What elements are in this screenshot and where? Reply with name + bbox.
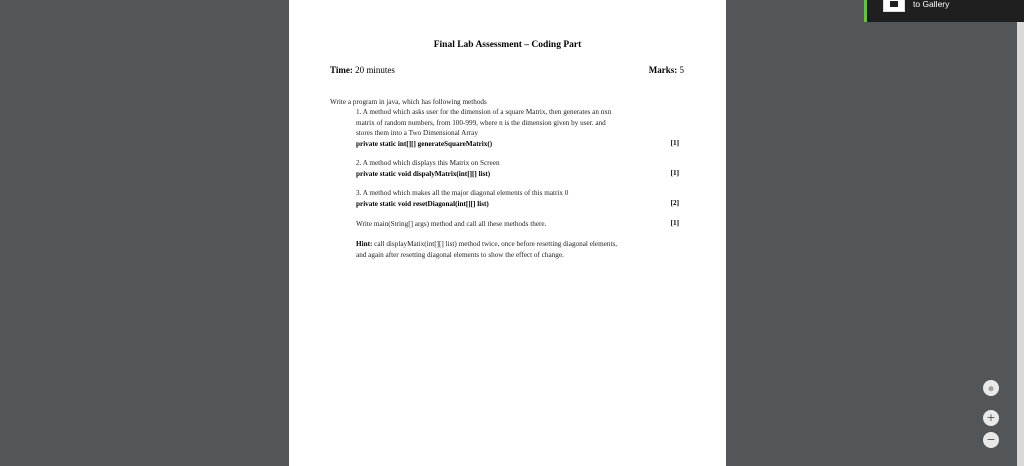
marks-value: 5: [679, 65, 684, 75]
pdf-page: [289, 0, 726, 466]
method-signature: private static void dispalyMatrix(int[][] list): [356, 169, 491, 178]
minus-icon: −: [986, 433, 996, 446]
hint: [356, 239, 682, 260]
marks-info: [649, 65, 684, 75]
time-value: 20 minutes: [355, 65, 395, 75]
task-1-score: [1]: [670, 139, 679, 147]
task-2: [356, 158, 682, 179]
task-2-score: [1]: [670, 169, 679, 177]
task-line: 2. A method which displays this Matrix on Screen: [356, 159, 500, 167]
hint-label: Hint:: [356, 240, 373, 248]
intro-text: Write a program in java, which has following methods: [330, 98, 487, 106]
vertical-scrollbar[interactable]: [1017, 22, 1024, 466]
hint-text: call displayMatix(int[][] list) method twice, once before resetting diagonal elements,: [374, 240, 618, 248]
task-line: Write main(String[] args) method and call all these methods there.: [356, 220, 547, 228]
hint-line-1: [356, 239, 682, 250]
time-info: [330, 65, 395, 75]
marks-label: Marks:: [648, 65, 678, 75]
task-line: matrix of random numbers, from 100-999, where n is the dimension given by user. and: [356, 118, 606, 127]
document-title: Final Lab Assessment – Coding Part: [433, 40, 582, 50]
task-3: [356, 188, 682, 209]
gallery-icon: [883, 0, 905, 12]
save-to-gallery-toast[interactable]: [864, 0, 1024, 22]
task-3-score: [2]: [670, 199, 679, 207]
task-4: [356, 219, 682, 230]
toast-text: to Gallery: [913, 0, 950, 9]
hint-line-2: and again after resetting diagonal elements to show the effect of change.: [356, 250, 564, 259]
time-label: Time:: [330, 65, 353, 75]
plus-icon: +: [986, 411, 996, 424]
task-line: 1. A method which asks user for the dimension of a square Matrix, then generates an nxn: [356, 108, 612, 116]
task-4-score: [1]: [670, 219, 679, 227]
method-signature: private static void resetDiagonal(int[][] list): [356, 199, 489, 208]
task-line: stores them into a Two Dimensional Array: [356, 129, 478, 137]
method-signature: private static int[][] generateSquareMatrix(): [356, 139, 493, 148]
task-line: 3. A method which makes all the major diagonal elements of this matrix 0: [356, 189, 569, 197]
fit-to-page-button[interactable]: [983, 380, 999, 396]
zoom-out-button[interactable]: [983, 432, 999, 448]
zoom-in-button[interactable]: [983, 410, 999, 426]
fit-to-page-icon: ⊕: [988, 385, 994, 393]
task-1: [356, 107, 682, 149]
